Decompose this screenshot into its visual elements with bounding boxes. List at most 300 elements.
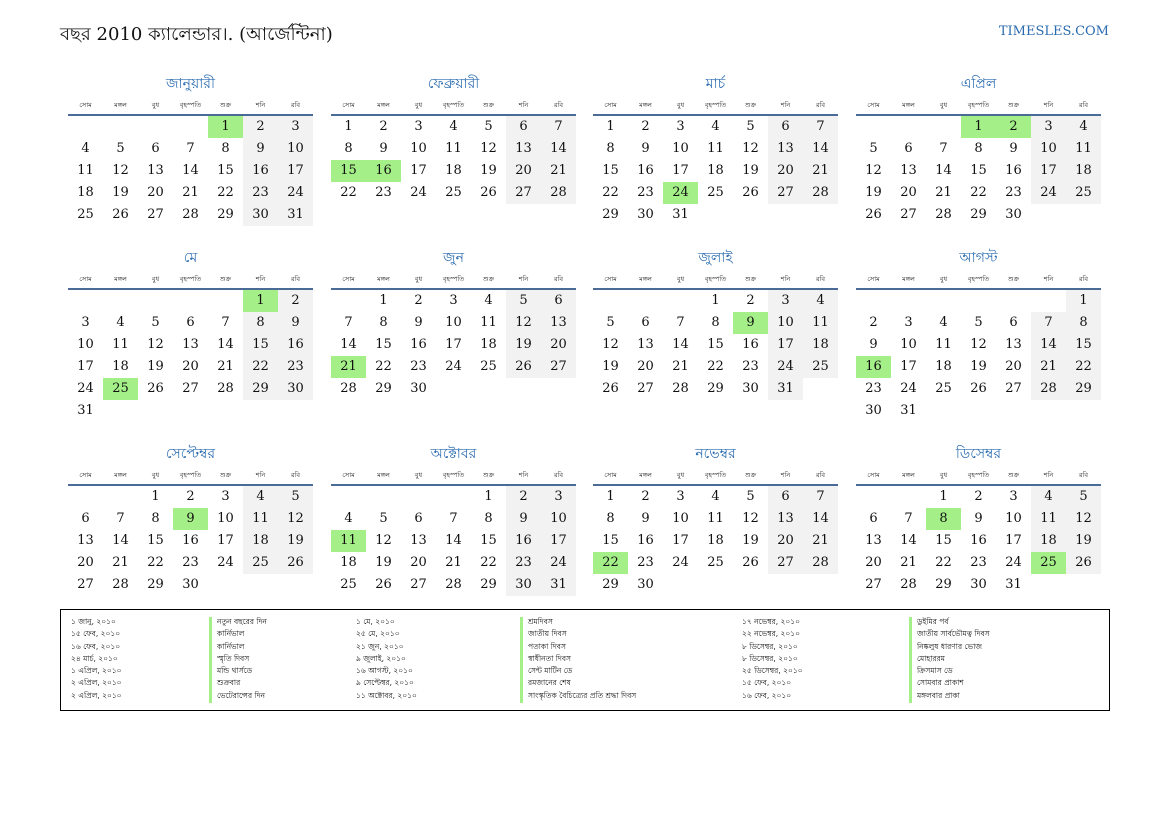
day-cell: 28: [340, 381, 357, 396]
day-cell: 18: [77, 185, 94, 200]
day-cell: 26: [506, 356, 541, 378]
day-cell: 8: [243, 312, 278, 334]
day-cell: 4: [711, 489, 720, 504]
day-cell: 17: [217, 533, 234, 548]
day-cell: 18: [707, 163, 724, 178]
day-grid: [593, 290, 838, 400]
day-cell: 1: [379, 293, 388, 308]
day-cell: 29: [707, 381, 724, 396]
holiday-date: ১ মে, ২০১০: [356, 617, 395, 626]
day-cell: 21: [217, 359, 234, 374]
holiday-dates-col3: [742, 616, 803, 702]
holiday-name: সোমবার প্রাকাশ: [917, 678, 964, 688]
day-cell: 24: [410, 185, 427, 200]
month-block: [331, 73, 576, 204]
day-cell: 27: [1005, 381, 1022, 396]
month-block: [593, 247, 838, 400]
day-cell: 22: [243, 356, 278, 378]
day-cell: 17: [1031, 160, 1066, 182]
day-cell: 30: [865, 403, 882, 418]
empty-cell: [1031, 290, 1066, 312]
day-cell: 8: [221, 141, 230, 156]
day-cell: 14: [900, 533, 917, 548]
day-grid: [68, 290, 313, 422]
day-cell: 20: [410, 555, 427, 570]
day-cell: 19: [147, 359, 164, 374]
day-cell: 23: [637, 555, 654, 570]
weekday-label: শুক্র: [482, 101, 495, 109]
day-cell: 4: [344, 511, 353, 526]
day-cell: 26: [742, 185, 759, 200]
empty-cell: [856, 486, 891, 508]
day-cell: 19: [970, 359, 987, 374]
day-cell: 28: [935, 207, 952, 222]
holiday-name: ক্রিসমাস ডে: [917, 666, 953, 676]
day-cell: 4: [803, 290, 838, 312]
weekday-label: সোম: [604, 275, 617, 283]
empty-cell: [331, 486, 366, 508]
weekday-label: সোম: [79, 101, 92, 109]
day-grid: [856, 486, 1101, 596]
day-cell: 8: [974, 141, 983, 156]
day-cell: 7: [541, 116, 576, 138]
weekday-label: বুধ: [151, 101, 160, 109]
empty-cell: [891, 116, 926, 138]
weekday-label: মঙ্গল: [377, 101, 390, 109]
day-cell: 2: [641, 119, 650, 134]
day-cell: 11: [1031, 508, 1066, 530]
day-cell: 27: [506, 182, 541, 204]
day-cell: 26: [147, 381, 164, 396]
day-cell: 16: [182, 533, 199, 548]
weekday-label: রবি: [1078, 101, 1089, 109]
day-cell: 12: [865, 163, 882, 178]
weekday-label: বৃহস্পতি: [704, 101, 727, 109]
day-cell: 18: [1031, 530, 1066, 552]
day-grid: [68, 116, 313, 226]
day-cell: 10: [1005, 511, 1022, 526]
weekday-header: [593, 468, 838, 482]
day-cell: 18: [340, 555, 357, 570]
empty-cell: [68, 116, 103, 138]
day-cell: 20: [506, 160, 541, 182]
day-cell: 12: [506, 312, 541, 334]
empty-cell: [891, 486, 926, 508]
weekday-label: শনি: [1043, 471, 1054, 479]
day-cell: 28: [182, 207, 199, 222]
weekday-label: রবি: [1078, 275, 1089, 283]
day-cell: 10: [768, 312, 803, 334]
day-cell: 6: [641, 315, 650, 330]
month-name: মার্চ: [705, 76, 726, 92]
holiday-name: সাংস্কৃতিক বৈচিত্র্যের প্রতি শ্রদ্ধা দিবস: [528, 690, 637, 700]
day-cell: 5: [506, 290, 541, 312]
day-cell: 11: [707, 511, 724, 526]
day-cell: 26: [742, 555, 759, 570]
day-cell: 9: [506, 508, 541, 530]
day-cell: 6: [81, 511, 90, 526]
holiday-name: মোহাররম: [917, 653, 945, 663]
page-title: বছর 2010 ক্যালেন্ডার।. (আর্জেন্টিনা): [60, 24, 333, 45]
day-cell: 6: [506, 116, 541, 138]
day-cell: 11: [243, 508, 278, 530]
day-cell: 3: [768, 290, 803, 312]
weekday-label: শনি: [780, 275, 791, 283]
day-cell: 3: [278, 116, 313, 138]
weekday-label: বুধ: [414, 471, 423, 479]
day-cell: 18: [707, 533, 724, 548]
empty-cell: [856, 290, 891, 312]
empty-cell: [663, 290, 698, 312]
day-cell: 27: [637, 381, 654, 396]
day-cell: 5: [869, 141, 878, 156]
day-cell: 22: [147, 555, 164, 570]
weekday-label: শনি: [780, 101, 791, 109]
day-cell: 21: [445, 555, 462, 570]
day-cell: 22: [340, 185, 357, 200]
day-cell: 12: [742, 141, 759, 156]
day-cell: 19: [742, 533, 759, 548]
day-cell: 8: [379, 315, 388, 330]
day-cell: 11: [445, 141, 462, 156]
day-cell: 25: [707, 185, 724, 200]
holiday-day-cell: 8: [926, 508, 961, 530]
day-cell: 21: [935, 185, 952, 200]
day-cell: 31: [900, 403, 917, 418]
day-cell: 24: [445, 359, 462, 374]
empty-cell: [138, 116, 173, 138]
day-cell: 5: [606, 315, 615, 330]
weekday-label: মঙ্গল: [639, 101, 652, 109]
day-cell: 26: [602, 381, 619, 396]
month-name: এপ্রিল: [960, 76, 997, 92]
day-cell: 17: [278, 160, 313, 182]
day-cell: 18: [112, 359, 129, 374]
holiday-name: জাতীয় সার্বভৌমত্ব দিবস: [917, 629, 990, 639]
day-cell: 17: [1005, 533, 1022, 548]
day-cell: 13: [147, 163, 164, 178]
empty-cell: [208, 290, 243, 312]
day-cell: 8: [711, 315, 720, 330]
month-block: [856, 73, 1101, 226]
day-cell: 17: [672, 163, 689, 178]
day-cell: 25: [803, 356, 838, 378]
weekday-label: বুধ: [676, 275, 685, 283]
day-cell: 15: [217, 163, 234, 178]
day-cell: 18: [243, 530, 278, 552]
weekday-label: মঙ্গল: [114, 101, 127, 109]
day-cell: 29: [970, 207, 987, 222]
weekday-label: বুধ: [676, 101, 685, 109]
day-cell: 4: [484, 293, 493, 308]
weekday-label: রবি: [553, 471, 564, 479]
day-cell: 4: [81, 141, 90, 156]
holiday-name: শুক্রবার: [217, 678, 241, 688]
day-cell: 2: [641, 489, 650, 504]
day-cell: 19: [742, 163, 759, 178]
day-cell: 19: [602, 359, 619, 374]
weekday-label: রবি: [290, 101, 301, 109]
day-cell: 24: [900, 381, 917, 396]
day-cell: 9: [1009, 141, 1018, 156]
day-cell: 17: [672, 533, 689, 548]
day-cell: 6: [869, 511, 878, 526]
day-cell: 29: [480, 577, 497, 592]
day-cell: 16: [742, 337, 759, 352]
day-cell: 13: [506, 138, 541, 160]
holiday-day-cell: 9: [173, 508, 208, 530]
weekday-label: শুক্র: [219, 471, 232, 479]
weekday-label: বৃহস্পতি: [967, 101, 990, 109]
day-cell: 25: [480, 359, 497, 374]
day-cell: 31: [672, 207, 689, 222]
month-name: আগস্ট: [959, 250, 998, 266]
day-cell: 12: [147, 337, 164, 352]
weekday-label: মঙ্গল: [114, 275, 127, 283]
day-cell: 17: [410, 163, 427, 178]
weekday-label: মঙ্গল: [377, 471, 390, 479]
month-name: অক্টোবর: [430, 446, 477, 462]
day-cell: 29: [217, 207, 234, 222]
empty-cell: [401, 486, 436, 508]
day-cell: 3: [676, 489, 685, 504]
weekday-label: শুক্র: [1007, 471, 1020, 479]
day-cell: 9: [379, 141, 388, 156]
day-cell: 18: [445, 163, 462, 178]
day-cell: 31: [278, 204, 313, 226]
day-cell: 30: [182, 577, 199, 592]
day-cell: 13: [900, 163, 917, 178]
day-cell: 23: [182, 555, 199, 570]
day-cell: 21: [541, 160, 576, 182]
weekday-label: সোম: [342, 471, 355, 479]
day-cell: 25: [707, 555, 724, 570]
day-cell: 14: [803, 508, 838, 530]
day-cell: 28: [112, 577, 129, 592]
month-name: জুন: [443, 250, 464, 266]
day-cell: 16: [1005, 163, 1022, 178]
weekday-label: রবি: [815, 275, 826, 283]
weekday-label: মঙ্গল: [377, 275, 390, 283]
weekday-label: শুক্র: [482, 275, 495, 283]
day-cell: 11: [1066, 138, 1101, 160]
day-cell: 19: [1066, 530, 1101, 552]
day-cell: 31: [768, 378, 803, 400]
day-cell: 30: [410, 381, 427, 396]
weekday-label: বৃহস্পতি: [442, 471, 465, 479]
day-cell: 10: [77, 337, 94, 352]
empty-cell: [173, 290, 208, 312]
holiday-date: ৮ ডিসেম্বর, ২০১০: [742, 641, 798, 651]
holiday-date: ২২ নভেম্বর, ২০১০: [742, 629, 801, 639]
day-cell: 7: [449, 511, 458, 526]
day-cell: 14: [112, 533, 129, 548]
day-cell: 1: [711, 293, 720, 308]
day-cell: 15: [602, 163, 619, 178]
day-cell: 2: [869, 315, 878, 330]
weekday-label: সোম: [867, 275, 880, 283]
day-cell: 7: [676, 315, 685, 330]
day-cell: 27: [410, 577, 427, 592]
day-grid: [331, 116, 576, 204]
day-cell: 30: [1005, 207, 1022, 222]
day-cell: 16: [506, 530, 541, 552]
day-cell: 1: [606, 489, 615, 504]
weekday-label: শনি: [255, 101, 266, 109]
day-cell: 1: [151, 489, 160, 504]
holiday-name: শ্রমদিবস: [528, 617, 553, 626]
weekday-label: বুধ: [939, 101, 948, 109]
day-cell: 7: [803, 486, 838, 508]
day-cell: 18: [1066, 160, 1101, 182]
day-cell: 27: [147, 207, 164, 222]
holiday-date: ২৫ মে, ২০১০: [356, 629, 400, 639]
holiday-names-col3: [917, 616, 990, 702]
weekday-header: [593, 272, 838, 286]
day-cell: 15: [480, 533, 497, 548]
day-cell: 22: [375, 359, 392, 374]
day-cell: 13: [410, 533, 427, 548]
month-name: সেপ্টেম্বর: [165, 446, 216, 462]
day-cell: 8: [1066, 312, 1101, 334]
day-cell: 3: [676, 119, 685, 134]
weekday-label: রবি: [1078, 471, 1089, 479]
day-cell: 24: [768, 356, 803, 378]
empty-cell: [68, 290, 103, 312]
day-cell: 30: [506, 574, 541, 596]
empty-cell: [366, 486, 401, 508]
holiday-name: নিষ্কলুষ ধারণার ভোজ: [917, 641, 982, 651]
weekday-label: শুক্র: [1007, 101, 1020, 109]
day-cell: 16: [243, 160, 278, 182]
day-cell: 18: [935, 359, 952, 374]
month-name: ডিসেম্বর: [955, 446, 1002, 462]
holiday-day-cell: 11: [331, 530, 366, 552]
day-cell: 13: [182, 337, 199, 352]
weekday-label: বৃহস্পতি: [967, 471, 990, 479]
day-grid: [331, 486, 576, 596]
day-cell: 5: [746, 489, 755, 504]
day-cell: 22: [970, 185, 987, 200]
day-cell: 3: [1031, 116, 1066, 138]
day-cell: 11: [707, 141, 724, 156]
weekday-header: [856, 468, 1101, 482]
day-cell: 27: [900, 207, 917, 222]
day-cell: 19: [506, 334, 541, 356]
weekday-header: [331, 272, 576, 286]
holiday-dates-col2: [356, 616, 417, 702]
holiday-date: ২ এপ্রিল, ২০১০: [71, 690, 122, 700]
day-cell: 3: [541, 486, 576, 508]
weekday-label: বুধ: [151, 471, 160, 479]
weekday-label: সোম: [604, 471, 617, 479]
month-name: নভেম্বর: [695, 446, 736, 462]
site-link[interactable]: TIMESLES.COM: [998, 24, 1109, 39]
day-cell: 12: [602, 337, 619, 352]
day-grid: [593, 486, 838, 596]
month-name: জানুয়ারী: [166, 76, 215, 92]
day-cell: 26: [480, 185, 497, 200]
day-cell: 4: [711, 119, 720, 134]
day-cell: 8: [344, 141, 353, 156]
day-cell: 19: [278, 530, 313, 552]
day-cell: 27: [865, 577, 882, 592]
day-cell: 26: [375, 577, 392, 592]
weekday-label: শুক্র: [219, 101, 232, 109]
day-grid: [331, 290, 576, 400]
day-cell: 10: [1031, 138, 1066, 160]
empty-cell: [593, 290, 628, 312]
day-cell: 19: [112, 185, 129, 200]
day-cell: 26: [970, 381, 987, 396]
weekday-label: রবি: [815, 471, 826, 479]
weekday-label: শনি: [255, 275, 266, 283]
month-block: [856, 443, 1101, 596]
holiday-day-cell: 1: [208, 116, 243, 138]
day-cell: 14: [340, 337, 357, 352]
holiday-name: জাতীয় দিবস: [528, 629, 567, 639]
day-cell: 9: [243, 138, 278, 160]
day-cell: 16: [410, 337, 427, 352]
day-cell: 1: [344, 119, 353, 134]
day-cell: 15: [147, 533, 164, 548]
day-cell: 4: [939, 315, 948, 330]
month-name: ফেব্রুয়ারী: [427, 76, 480, 92]
day-cell: 13: [1005, 337, 1022, 352]
day-cell: 9: [641, 511, 650, 526]
day-cell: 8: [151, 511, 160, 526]
holiday-date: ১৬ আগস্ট, ২০১০: [356, 666, 413, 676]
day-cell: 22: [935, 555, 952, 570]
weekday-header: [68, 468, 313, 482]
day-cell: 16: [637, 533, 654, 548]
month-block: [593, 443, 838, 596]
holiday-date: ১৫ ফেব, ২০১০: [742, 678, 792, 688]
day-cell: 7: [1031, 312, 1066, 334]
day-cell: 30: [637, 577, 654, 592]
day-cell: 21: [803, 530, 838, 552]
day-cell: 22: [602, 185, 619, 200]
day-cell: 15: [602, 533, 619, 548]
day-cell: 24: [217, 555, 234, 570]
day-cell: 19: [480, 163, 497, 178]
day-cell: 23: [243, 182, 278, 204]
day-cell: 20: [77, 555, 94, 570]
holiday-name: মন্ডি থার্সডে: [217, 666, 253, 676]
day-cell: 15: [935, 533, 952, 548]
day-grid: [856, 116, 1101, 226]
weekday-label: বুধ: [414, 101, 423, 109]
day-cell: 10: [445, 315, 462, 330]
day-cell: 19: [375, 555, 392, 570]
day-cell: 10: [217, 511, 234, 526]
day-cell: 31: [541, 574, 576, 596]
day-cell: 13: [768, 138, 803, 160]
day-cell: 15: [243, 334, 278, 356]
day-cell: 23: [970, 555, 987, 570]
day-cell: 29: [1066, 378, 1101, 400]
day-cell: 16: [278, 334, 313, 356]
weekday-label: রবি: [815, 101, 826, 109]
day-cell: 14: [217, 337, 234, 352]
month-block: [68, 247, 313, 422]
day-cell: 4: [243, 486, 278, 508]
day-cell: 7: [939, 141, 948, 156]
day-cell: 22: [480, 555, 497, 570]
day-cell: 3: [904, 315, 913, 330]
weekday-label: শুক্র: [219, 275, 232, 283]
day-cell: 10: [541, 508, 576, 530]
